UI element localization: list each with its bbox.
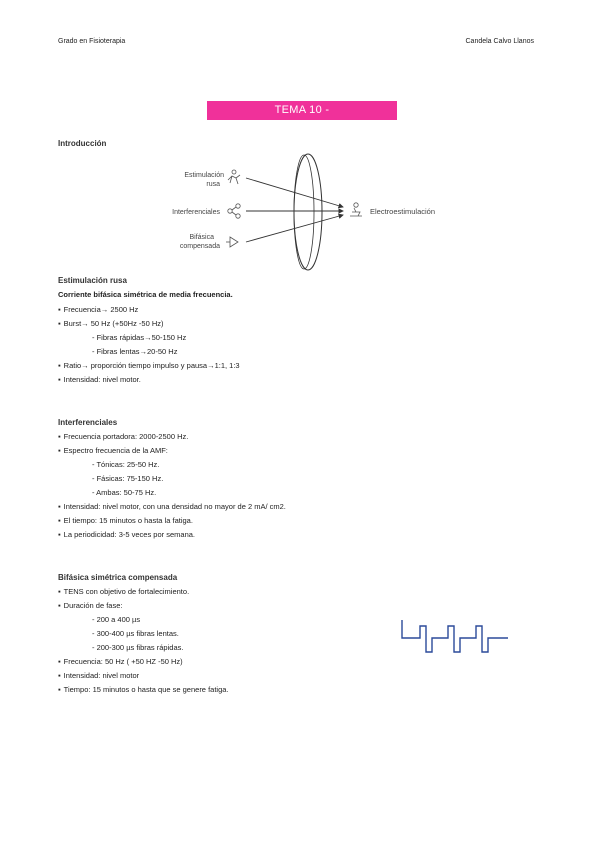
bifasica-item-2: ▪ Frecuencia: 50 Hz ( +50 HZ -50 Hz) [58, 657, 183, 666]
input-label-rusa-1: Estimulación [184, 172, 224, 179]
play-triangle-icon [226, 237, 238, 247]
person-at-desk-icon [350, 203, 362, 216]
bifasica-heading: Bifásica simétrica compensada [58, 573, 178, 582]
interf-item-1: ▪ Espectro frecuencia de la AMF: [58, 446, 168, 455]
rusa-subitem-0: - Fibras rápidas→50-150 Hz [92, 333, 187, 342]
input-label-rusa-2: rusa [206, 181, 220, 188]
biphasic-waveform [398, 618, 512, 658]
input-label-bifasica-1: Bifásica [189, 234, 214, 241]
bifasica-item-4: ▪ Tiempo: 15 minutos o hasta que se genere fatiga. [58, 685, 229, 694]
runner-icon [228, 170, 240, 184]
rusa-item-1: ▪ Burst→ 50 Hz (+50Hz -50 Hz) [58, 319, 164, 328]
rusa-subheading: Corriente bifásica simétrica de media frecuencia. [58, 290, 233, 299]
rusa-item-2: ▪ Ratio→ proporción tiempo impulso y pausa→1:1, 1:3 [58, 361, 240, 370]
input-label-interferenciales: Interferenciales [172, 209, 220, 216]
bifasica-subitem-0: - 200 a 400 µs [92, 615, 141, 624]
header-right: Candela Calvo Llanos [465, 38, 534, 45]
input-label-bifasica-2: compensada [179, 243, 220, 250]
interf-subitem-2: - Ambas: 50-75 Hz. [92, 488, 157, 497]
interf-heading: Interferenciales [58, 418, 118, 427]
interf-subitem-1: - Fásicas: 75-150 Hz. [92, 474, 164, 483]
interf-item-2: ▪ Intensidad: nivel motor, con una densidad no mayor de 2 mA/ cm2. [58, 502, 286, 511]
interf-item-0: ▪ Frecuencia portadora: 2000-2500 Hz. [58, 432, 188, 441]
waveform-line [402, 620, 508, 652]
interf-item-4: ▪ La periodicidad: 3-5 veces por semana. [58, 530, 195, 539]
interf-item-3: ▪ El tiempo: 15 minutos o hasta la fatiga. [58, 516, 193, 525]
page-title: TEMA 10 - ELECTROESTIMULACIÓN. [207, 101, 397, 120]
intro-diagram [150, 150, 460, 275]
nodes-icon [228, 204, 240, 218]
bifasica-item-1: ▪ Duración de fase: [58, 601, 122, 610]
rusa-item-3: ▪ Intensidad: nivel motor. [58, 375, 141, 384]
output-label: Electroestimulación [370, 207, 436, 216]
rusa-subitem-1: - Fibras lentas→20-50 Hz [92, 347, 178, 356]
lens-shape [294, 154, 322, 270]
bifasica-item-0: ▪ TENS con objetivo de fortalecimiento. [58, 587, 189, 596]
rusa-heading: Estimulación rusa [58, 276, 127, 285]
intro-heading: Introducción [58, 139, 107, 148]
header-left: Grado en Fisioterapia [58, 38, 126, 45]
bifasica-subitem-2: - 200-300 µs fibras rápidas. [92, 643, 184, 652]
bifasica-item-3: ▪ Intensidad: nivel motor [58, 671, 139, 680]
interf-subitem-0: - Tónicas: 25-50 Hz. [92, 460, 160, 469]
rusa-item-0: ▪ Frecuencia→ 2500 Hz [58, 305, 138, 314]
bifasica-subitem-1: - 300-400 µs fibras lentas. [92, 629, 179, 638]
